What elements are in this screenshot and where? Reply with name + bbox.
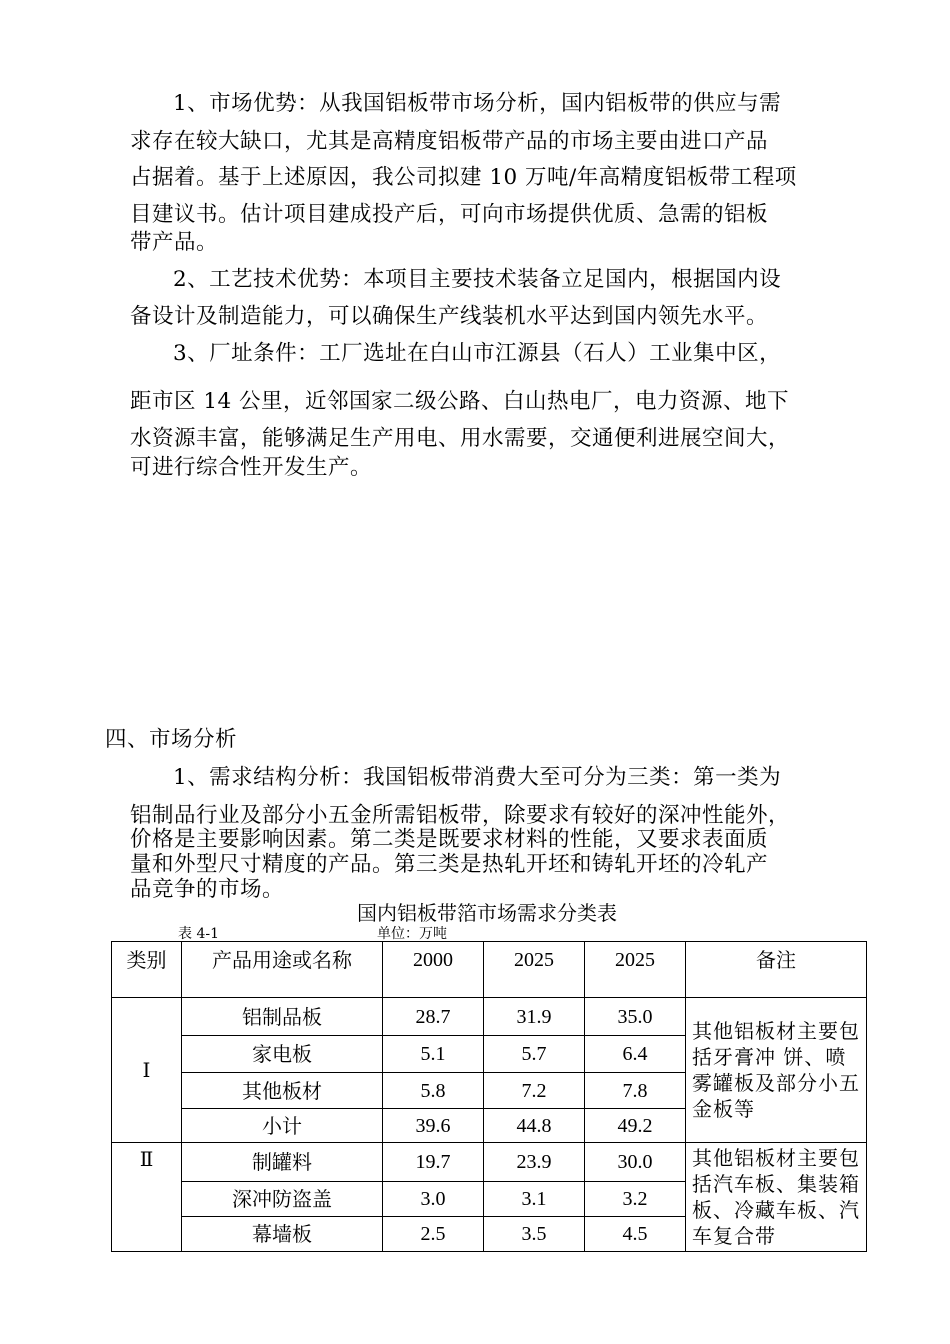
product-name: 小计	[182, 1109, 383, 1143]
value-2025-a: 31.9	[484, 998, 585, 1036]
table-label: 表 4-1	[178, 926, 219, 942]
note-cell: 其他铝板材主要包括汽车板、集装箱板、冷藏车板、汽车复合带	[686, 1143, 867, 1252]
section-heading: 四、市场分析	[105, 727, 238, 752]
product-name: 铝制品板	[182, 998, 383, 1036]
text-line: 1、市场优势：从我国铝板带市场分析，国内铝板带的供应与需	[173, 91, 782, 116]
header-note: 备注	[686, 942, 867, 998]
value-2025-b: 3.2	[585, 1181, 686, 1217]
value-2025-a: 5.7	[484, 1036, 585, 1073]
text-line: 距市区 14 公里，近邻国家二级公路、白山热电厂，电力资源、地下	[130, 389, 790, 414]
text-line: 可进行综合性开发生产。	[130, 455, 373, 480]
text-line: 带产品。	[130, 230, 219, 255]
value-2025-a: 7.2	[484, 1073, 585, 1109]
product-name: 家电板	[182, 1036, 383, 1073]
table-row	[112, 1143, 867, 1182]
text-line: 品竞争的市场。	[130, 877, 285, 902]
value-2000: 19.7	[383, 1143, 484, 1182]
header-product: 产品用途或名称	[182, 942, 383, 998]
value-2025-b: 4.5	[585, 1217, 686, 1252]
value-2025-a: 3.5	[484, 1217, 585, 1252]
value-2025-b: 49.2	[585, 1109, 686, 1143]
header-year-2000: 2000	[383, 942, 484, 998]
market-demand-table	[111, 941, 867, 1252]
text-line: 占据着。基于上述原因，我公司拟建 10 万吨/年高精度铝板带工程项	[130, 165, 797, 190]
text-line: 水资源丰富，能够满足生产用电、用水需要，交通便利进展空间大，	[130, 426, 791, 451]
product-name: 幕墙板	[182, 1217, 383, 1252]
text-line: 量和外型尺寸精度的产品。第三类是热轧开坯和铸轧开坯的冷轧产	[130, 852, 769, 877]
value-2000: 39.6	[383, 1109, 484, 1143]
value-2000: 28.7	[383, 998, 484, 1036]
table-header-row	[112, 942, 867, 998]
value-2025-b: 6.4	[585, 1036, 686, 1073]
value-2025-b: 7.8	[585, 1073, 686, 1109]
header-year-2025-b: 2025	[585, 942, 686, 998]
product-name: 其他板材	[182, 1073, 383, 1109]
text-line: 铝制品行业及部分小五金所需铝板带，除要求有较好的深冲性能外，	[130, 803, 791, 828]
table-row	[112, 998, 867, 1036]
header-year-2025-a: 2025	[484, 942, 585, 998]
text-line: 求存在较大缺口，尤其是高精度铝板带产品的市场主要由进口产品	[130, 129, 769, 154]
note-cell: 其他铝板材主要包括牙膏冲 饼、喷雾罐板及部分小五金板等	[686, 998, 867, 1143]
table-caption: 国内铝板带箔市场需求分类表	[357, 901, 617, 925]
header-category: 类别	[112, 942, 182, 998]
text-line: 2、工艺技术优势：本项目主要技术装备立足国内，根据国内设	[173, 267, 782, 292]
text-line: 1、需求结构分析：我国铝板带消费大至可分为三类：第一类为	[173, 765, 782, 790]
category-cell: Ⅰ	[112, 998, 182, 1143]
text-line: 备设计及制造能力，可以确保生产线装机水平达到国内领先水平。	[130, 304, 769, 329]
value-2025-b: 35.0	[585, 998, 686, 1036]
product-name: 深冲防盗盖	[182, 1181, 383, 1217]
category-cell: Ⅱ	[112, 1143, 182, 1252]
text-line: 目建议书。估计项目建成投产后，可向市场提供优质、急需的铝板	[130, 202, 769, 227]
value-2000: 2.5	[383, 1217, 484, 1252]
text-line: 价格是主要影响因素。第二类是既要求材料的性能，又要求表面质	[130, 827, 769, 852]
text-line: 3、厂址条件：工厂选址在白山市江源县（石人）工业集中区，	[173, 341, 782, 366]
value-2000: 5.1	[383, 1036, 484, 1073]
value-2000: 3.0	[383, 1181, 484, 1217]
value-2025-a: 3.1	[484, 1181, 585, 1217]
product-name: 制罐料	[182, 1143, 383, 1182]
value-2000: 5.8	[383, 1073, 484, 1109]
value-2025-a: 44.8	[484, 1109, 585, 1143]
value-2025-b: 30.0	[585, 1143, 686, 1182]
value-2025-a: 23.9	[484, 1143, 585, 1182]
table-unit: 单位：万吨	[377, 926, 447, 942]
